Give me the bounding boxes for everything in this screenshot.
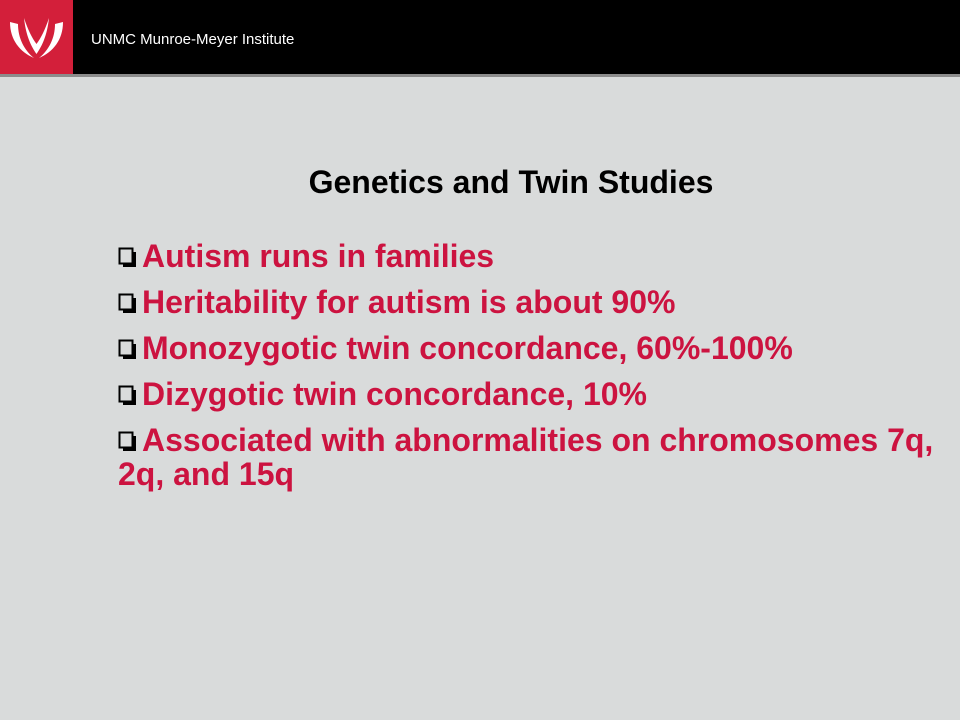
bullet-text: Monozygotic twin concordance, 60%-100% xyxy=(142,330,793,366)
bullet-item xyxy=(118,331,938,365)
bullet-list xyxy=(118,239,938,503)
checkbox-icon xyxy=(118,385,137,406)
checkbox-icon xyxy=(118,293,137,314)
unmc-logo-icon xyxy=(0,0,73,74)
bullet-text: Dizygotic twin concordance, 10% xyxy=(142,376,647,412)
bullet-item xyxy=(118,239,938,273)
bullet-item xyxy=(118,377,938,411)
bullet-text: Autism runs in families xyxy=(142,238,495,274)
institute-name: UNMC Munroe-Meyer Institute xyxy=(91,31,295,48)
checkbox-icon xyxy=(118,431,137,452)
checkbox-icon xyxy=(118,247,137,268)
unmc-logo xyxy=(0,0,73,74)
slide-title: Genetics and Twin Studies xyxy=(308,164,714,200)
bullet-item xyxy=(118,423,938,491)
header-divider xyxy=(0,74,960,77)
bullet-item xyxy=(118,285,938,319)
bullet-text: Associated with abnormalities on chromosomes 7q, 2q, and 15q xyxy=(118,422,934,492)
checkbox-icon xyxy=(118,339,137,360)
bullet-text: Heritability for autism is about 90% xyxy=(142,284,676,320)
